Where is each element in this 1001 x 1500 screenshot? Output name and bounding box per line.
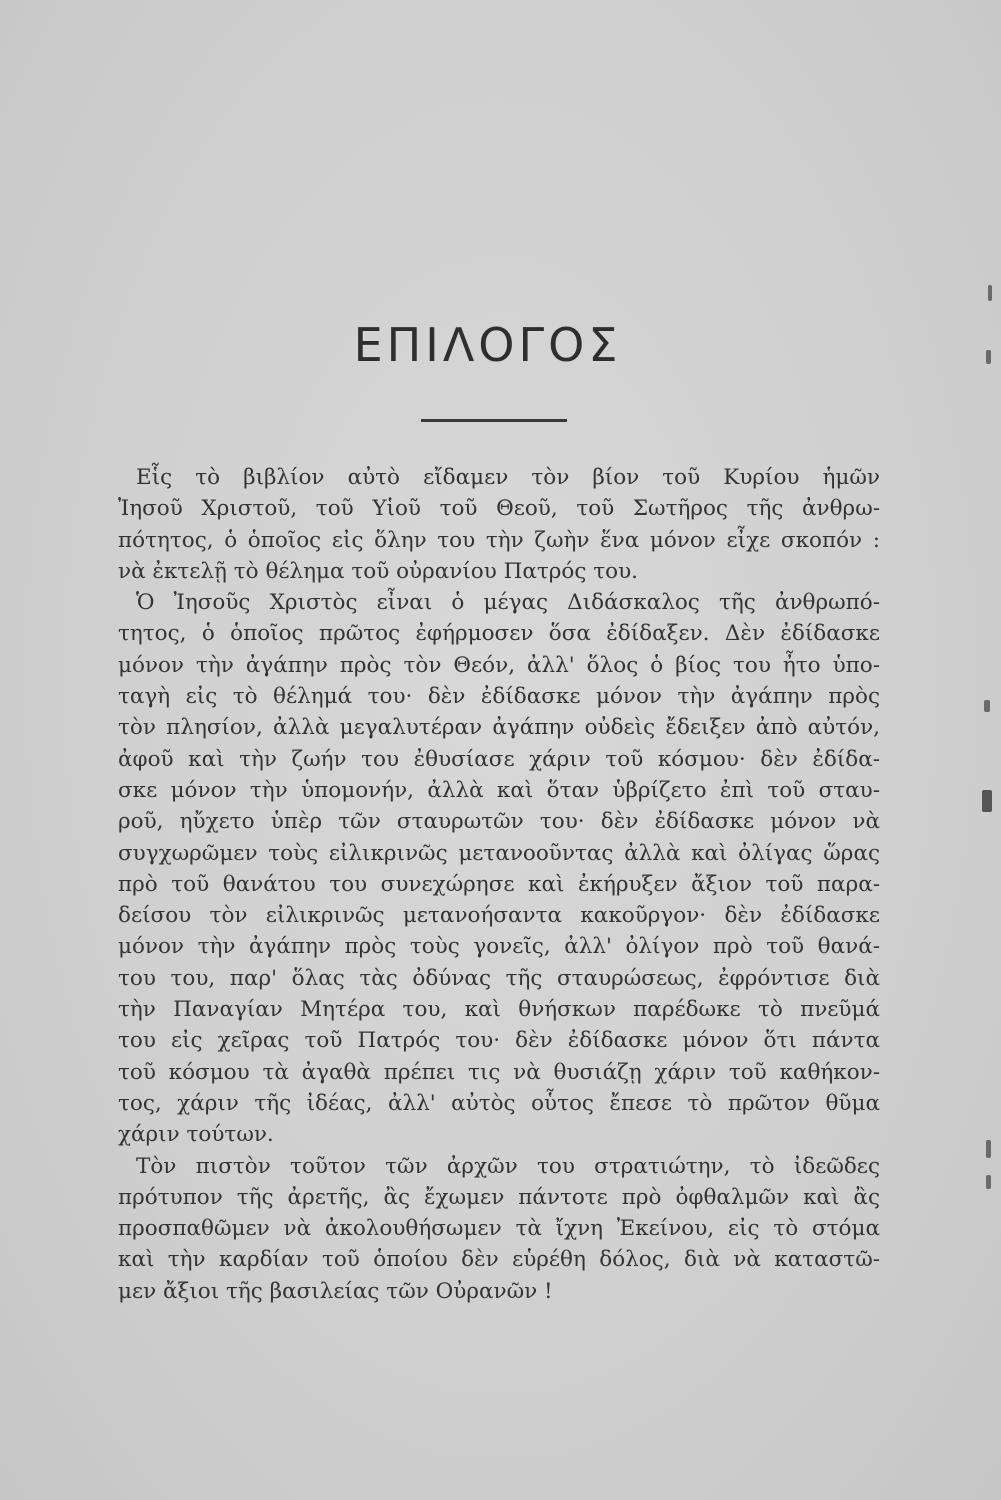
text-line: του του, παρ' ὅλας τὰς ὀδύνας τῆς σταυρώσεως, ἐφρόντισε διὰ [118, 965, 880, 991]
text-line: δείσου τὸν εἰλικρινῶς μετανοήσαντα κακοῦργον· δὲν ἐδίδασκε [118, 903, 880, 929]
text-line: συγχωρῶμεν τοὺς εἰλικρινῶς μετανοοῦντας ἀλλὰ καὶ ὀλίγας ὥρας [118, 840, 880, 866]
text-line: μόνον τὴν ἀγάπην πρὸς τὸν Θεόν, ἀλλ' ὅλος ὁ βίος του ἦτο ὑπο- [118, 652, 880, 678]
text-line: πρὸ τοῦ θανάτου του συνεχώρησε καὶ ἐκήρυξεν ἄξιον τοῦ παρα- [118, 871, 880, 897]
scan-speck [986, 350, 991, 364]
text-line: σκε μόνον τὴν ὑπομονήν, ἀλλὰ καὶ ὅταν ὑβρίζετο ἐπὶ τοῦ σταυ- [118, 777, 880, 803]
text-line: καὶ τὴν καρδίαν τοῦ ὁποίου δὲν εὑρέθη δόλος, διὰ νὰ καταστῶ- [118, 1247, 880, 1273]
scan-speck [984, 700, 990, 712]
chapter-heading: ΕΠΙΛΟΓΟΣ [353, 318, 622, 372]
paragraph-3 [118, 1151, 880, 1307]
text-line: πρότυπον τῆς ἀρετῆς, ἂς ἔχωμεν πάντοτε πρὸ ὀφθαλμῶν καὶ ἂς [118, 1184, 880, 1210]
text-line: Εἷς τὸ βιβλίον αὐτὸ εἴδαμεν τὸν βίον τοῦ Κυρίου ἡμῶν [136, 465, 880, 490]
scan-speck [986, 1175, 991, 1189]
text-line: νὰ ἐκτελῇ τὸ θέλημα τοῦ οὐρανίου Πατρός του. [118, 558, 638, 584]
text-line: τοῦ κόσμου τὰ ἀγαθὰ πρέπει τις νὰ θυσιάζῃ χάριν τοῦ καθήκον- [118, 1059, 880, 1085]
text-line: ροῦ, ηὔχετο ὑπὲρ τῶν σταυρωτῶν του· δὲν ἐδίδασκε μόνον νὰ [118, 809, 880, 835]
text-line: Τὸν πιστὸν τοῦτον τῶν ἀρχῶν του στρατιώτην, τὸ ἰδεῶδες [136, 1153, 880, 1179]
paragraph-1 [118, 462, 880, 587]
text-line: τος, χάριν τῆς ἰδέας, ἀλλ' αὐτὸς οὗτος ἔπεσε τὸ πρῶτον θῦμα [118, 1090, 880, 1116]
text-line: μεν ἄξιοι τῆς βασιλείας τῶν Οὐρανῶν ! [118, 1278, 553, 1304]
text-line: προσπαθῶμεν νὰ ἀκολουθήσωμεν τὰ ἴχνη Ἐκείνου, εἰς τὸ στόμα [118, 1216, 880, 1242]
text-line: ταγὴ εἰς τὸ θέλημά του· δὲν ἐδίδασκε μόνον τὴν ἀγάπην πρὸς [118, 684, 880, 710]
scan-speck [986, 1140, 991, 1158]
text-line: ἀφοῦ καὶ τὴν ζωήν του ἐθυσίασε χάριν τοῦ κόσμου· δὲν ἐδίδα- [118, 746, 880, 772]
paragraph-2 [118, 587, 880, 1150]
text-line: Ἰησοῦ Χριστοῦ, τοῦ Υἱοῦ τοῦ Θεοῦ, τοῦ Σωτῆρος τῆς ἀνθρω- [118, 496, 880, 522]
text-line: μόνον τὴν ἀγάπην πρὸς τοὺς γονεῖς, ἀλλ' ὀλίγον πρὸ τοῦ θανά- [118, 934, 880, 960]
heading-rule [421, 419, 567, 422]
epilogue-text [118, 462, 880, 1307]
text-line: πότητος, ὁ ὁποῖος εἰς ὅλην του τὴν ζωὴν ἕνα μόνον εἶχε σκοπόν : [118, 527, 880, 553]
text-line: τητος, ὁ ὁποῖος πρῶτος ἐφήρμοσεν ὅσα ἐδίδαξεν. Δὲν ἐδίδασκε [118, 621, 880, 647]
text-line: τὸν πλησίον, ἀλλὰ μεγαλυτέραν ἀγάπην οὐδεὶς ἔδειξεν ἀπὸ αὐτόν, [118, 715, 880, 741]
text-line: χάριν τούτων. [118, 1122, 274, 1148]
text-line: του εἰς χεῖρας τοῦ Πατρός του· δὲν ἐδίδασκε μόνον ὅτι πάντα [118, 1028, 880, 1054]
text-line: Ὁ Ἰησοῦς Χριστὸς εἶναι ὁ μέγας Διδάσκαλος τῆς ἀνθρωπό- [136, 590, 880, 616]
scan-speck [988, 285, 992, 301]
scan-speck [982, 790, 992, 812]
text-line: τὴν Παναγίαν Μητέρα του, καὶ θνήσκων παρέδωκε τὸ πνεῦμά [118, 997, 880, 1023]
